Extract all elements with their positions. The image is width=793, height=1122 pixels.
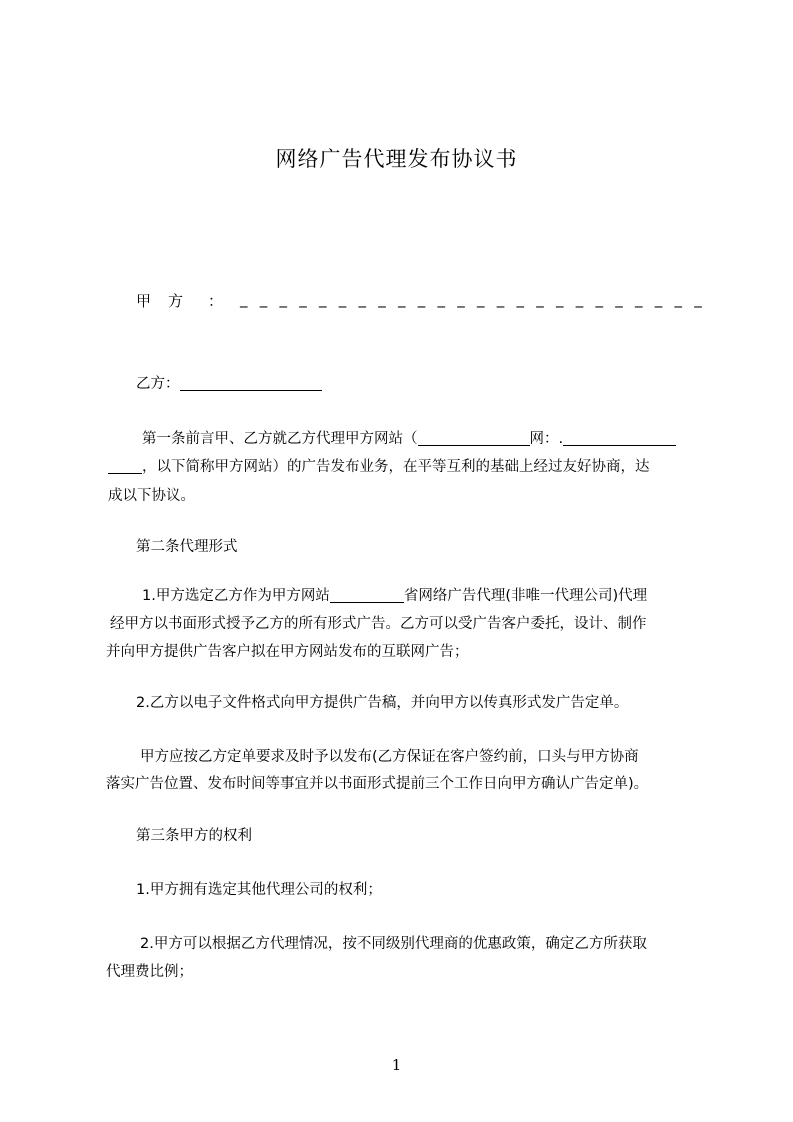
website-url-blank-cont (108, 457, 142, 474)
party-a-colon: ： (208, 292, 224, 310)
article2-text: 省网络广告代理(非唯一代理公司)代理 (403, 588, 648, 604)
website-name-blank (418, 429, 530, 446)
article1-line2 (108, 455, 650, 476)
article2-item1-line3: 并向甲方提供广告客户拟在甲方网站发布的互联网广告； (106, 644, 469, 660)
article1-text: ，以下简称甲方网站）的广告发布业务，在平等互利的基础上经过友好协商，达 (142, 459, 650, 475)
party-a-blank: _ _ _ _ _ _ _ _ _ _ _ _ _ _ _ _ _ _ _ _ _ _ _ _ (240, 290, 702, 308)
article1-line1 (142, 427, 676, 448)
party-b-blank (180, 374, 322, 391)
article3-item2-line1: 2.甲方可以根据乙方代理情况，按不同级别代理商的优惠政策，确定乙方所获取 (140, 936, 647, 952)
article2-item1-line1 (142, 584, 647, 605)
article2-para-line1: 甲方应按乙方定单要求及时予以发布(乙方保证在客户签约前，口头与甲方协商 (140, 749, 639, 765)
province-blank (330, 586, 404, 603)
article3-item1: 1.甲方拥有选定其他代理公司的权利； (136, 882, 382, 898)
party-a-row (136, 288, 706, 318)
party-b-label: 乙方： (136, 376, 180, 392)
article2-text: 1.甲方选定乙方作为甲方网站 (142, 588, 330, 604)
article2-item2: 2.乙方以电子文件格式向甲方提供广告稿，并向甲方以传真形式发广告定单。 (136, 695, 629, 711)
website-url-blank (563, 429, 676, 446)
article3-item2-line2: 代理费比例； (106, 964, 193, 980)
article2-heading: 第二条代理形式 (136, 539, 238, 555)
article1-text: 网：. (529, 431, 564, 447)
article1-text: 第一条前言甲、乙方就乙方代理甲方网站（ (142, 431, 418, 447)
page-title: 网络广告代理发布协议书 (275, 147, 518, 171)
party-a-label: 甲方 (136, 292, 201, 310)
article1-line3: 成以下协议。 (108, 488, 195, 504)
party-b-row (136, 372, 322, 393)
article2-para-line2: 落实广告位置、发布时间等事宜并以书面形式提前三个工作日向甲方确认广告定单)。 (106, 776, 649, 792)
article3-heading: 第三条甲方的权利 (136, 828, 252, 844)
article2-item1-line2: 经甲方以书面形式授予乙方的所有形式广告。乙方可以受广告客户委托，设计、制作 (110, 616, 647, 632)
page-number: 1 (391, 1056, 402, 1074)
